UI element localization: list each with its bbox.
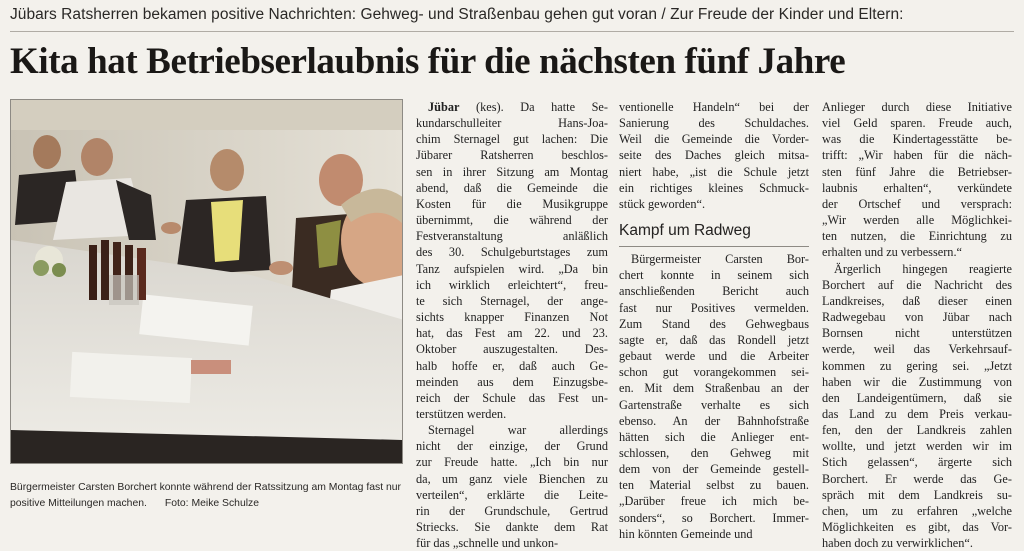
text-line: „Wir werden alle Möglichkei- — [822, 213, 1012, 228]
text-line: Borchert. Er werde das Ge- — [822, 471, 1012, 486]
text-line: Ärgerlich hingegen reagierte — [834, 261, 1012, 276]
text-line: halb hoffe er, daß auch Ge- — [416, 358, 608, 373]
text-line: nicht der einzige, der Grund — [416, 439, 608, 454]
text-line: übernimmt, die während der — [416, 213, 608, 228]
text-line: hat, das Fest am 22. und 23. — [416, 326, 608, 341]
text-line: Möglichkeiten es gibt, das Vor- — [822, 520, 1012, 535]
text-line: anschließenden Bericht auch — [619, 284, 809, 299]
article-column-2 — [619, 99, 809, 542]
article-photo — [10, 99, 403, 464]
text-line: sonders“, so Borchert. Immer- — [619, 510, 809, 525]
text-line: te sich Sternagel, der ange- — [416, 293, 608, 308]
text-line: meinden aus dem Einzugsbe- — [416, 374, 608, 389]
photo-credit: Foto: Meike Schulze — [164, 498, 260, 509]
text-line: was die Kindertagesstätte be- — [822, 132, 1012, 147]
article-column-3 — [822, 99, 1012, 551]
text-line: gebaut werde und die Arbeiter — [619, 349, 809, 364]
text-line: hin könnten Gemeinde und — [619, 526, 753, 541]
text-line: en. Mit dem Straßenbau an der — [619, 381, 809, 396]
text-line: der Ortschef und versprach: — [822, 196, 1012, 211]
caption-text: Bürgermeister Carsten Borchert konnte während der Ratssitzung am Montag fast nur positive Mitteilungen machen. — [10, 482, 401, 509]
text-line: Anlieger durch diese Initiative — [822, 100, 1012, 114]
text-line: hätten sich die Anlieger ent- — [619, 429, 809, 444]
text-line: kundarschulleiter Hans-Joa- — [416, 116, 608, 131]
text-line: den Landeigentümern, daß sie — [822, 390, 1012, 405]
text-line: viel Geld sparen. Freude auch, — [822, 116, 1012, 131]
text-line: seite des Daches gleich mitsa- — [619, 148, 809, 163]
text-line: ein richtiges kleines Schmuck- — [619, 180, 809, 195]
article-column-2-top — [619, 99, 809, 212]
text-line: stück geworden“. — [619, 196, 706, 211]
kicker-line: Jübars Ratsherren bekamen positive Nachrichten: Gehweg- und Straßenbau gehen gut voran / Zur Freude der Kinder und Eltern: — [10, 6, 904, 23]
headline: Kita hat Betriebserlaubnis für die nächsten fünf Jahre — [10, 41, 846, 82]
text-line: chen, um zu erfahren „welche — [822, 503, 1012, 518]
text-line: reich der Schule das Fest un- — [416, 390, 608, 405]
text-line: wollte, und jetzt werden wir im — [822, 439, 1012, 454]
text-line: ebenso. An der Bahnhofstraße — [619, 413, 809, 428]
text-line: Bürgermeister Carsten Bor- — [631, 252, 809, 267]
text-line: werde, weil das Verkehrsauf- — [822, 342, 1012, 357]
text-line: Weil die Gemeinde die Vorder- — [619, 132, 809, 147]
text-line: für das „schnelle und unkon- — [416, 536, 559, 551]
text-line: laubnis erhalten“, verkündete — [822, 180, 1012, 195]
text-line: ventionelle Handeln“ bei der — [619, 100, 809, 114]
text-line: Jübarer Ratsherren beschlos- — [416, 148, 608, 163]
dateline: Jübar — [428, 100, 460, 114]
text-line: Kosten für die Musikgruppe — [416, 196, 608, 211]
text-line: ich wirklich erleichtert“, freu- — [416, 277, 608, 292]
text-line: sichts knapper Finanzen Not — [416, 310, 608, 325]
text-line: Jübar (kes). Da hatte Se- — [428, 100, 608, 114]
text-line: chert konnte in seinem sich — [619, 268, 809, 283]
text-line: kommen zu gering sei. „Jetzt — [822, 358, 1012, 373]
article-column-1 — [416, 99, 608, 551]
text-line: terstützen werden. — [416, 406, 507, 421]
text-line: niert habe, „ist die Schule jetzt — [619, 164, 809, 179]
text-line: da, um ganz viele Bienchen zu — [416, 471, 608, 486]
text-line: Bornsen nicht unterstützen — [822, 326, 1012, 341]
text-line: des 30. Schulgeburtstages zum — [416, 245, 608, 260]
text-line: Sternagel war allerdings — [428, 423, 608, 438]
text-line: erhalten und zu verbessern.“ — [822, 245, 962, 260]
text-line: sagte er, daß das Rondell jetzt — [619, 332, 809, 347]
subheading-rule — [619, 246, 809, 247]
text-line: Stich gelassen“, ärgerte sich — [822, 455, 1012, 470]
text-line: Tanz aufspielen wird. „Da bin — [416, 261, 608, 276]
article-column-2-bottom — [619, 251, 809, 542]
text-line: „Darüber freue ich mich be- — [619, 494, 809, 509]
text-line: Oktober auszugestalten. Des- — [416, 342, 608, 357]
text-line: Borchert auf die Nachricht des — [822, 277, 1012, 292]
text-line: verteilen“, erklärte die Leite- — [416, 487, 608, 502]
text-line: schon gut vorangekommen sei- — [619, 365, 809, 380]
text-line: spräch mit dem Landkreis su- — [822, 487, 1012, 502]
text-line: ten nutzen, die Einrichtung zu — [822, 229, 1012, 244]
text-line: sten fünf Jahre die Betriebser- — [822, 164, 1012, 179]
text-line: chim Sternagel gut lachen: Die — [416, 132, 608, 147]
text-line: sen in ihrer Sitzung am Montag — [416, 164, 608, 179]
kicker-rule — [10, 31, 1014, 32]
text-line: Striecks. Sie dankte dem Rat — [416, 520, 608, 535]
text-line: Radwegebau von Jübar nach — [822, 310, 1012, 325]
photo-caption — [10, 480, 405, 512]
text-line: Gartenstraße verhalte es sich — [619, 397, 809, 412]
text-line: trifft: „Wir haben für die näch- — [822, 148, 1012, 163]
text-line: rin der Grundschule, Gertrud — [416, 503, 608, 518]
text-line: haben doch zu verwirklichen“. — [822, 536, 973, 551]
text-line: zur Freude hatte. „Ich bin nur — [416, 455, 608, 470]
text-line: Landkreises, daß dieser einen — [822, 293, 1012, 308]
text-line: abend, daß die Gemeinde die — [416, 180, 608, 195]
text-line: das Land zu dem Preis verkau- — [822, 406, 1012, 421]
text-line: Zum Stand des Gehwegbaus — [619, 316, 809, 331]
text-line: Festveranstaltung anläßlich — [416, 229, 608, 244]
text-line: schlossen, den Gehweg mit — [619, 445, 809, 460]
text-line: ten Material selbst zu bauen. — [619, 478, 809, 493]
text-line: haben wir die Zustimmung von — [822, 374, 1012, 389]
text-line: dem von der Gemeinde gestell- — [619, 462, 809, 477]
subheading-kampf-um-radweg: Kampf um Radweg — [619, 222, 751, 240]
text-line: Sanierung des Schuldaches. — [619, 116, 809, 131]
text-line: fen, den der Landkreis zahlen — [822, 423, 1012, 438]
text-line: fast nur Positives vermelden. — [619, 300, 809, 315]
